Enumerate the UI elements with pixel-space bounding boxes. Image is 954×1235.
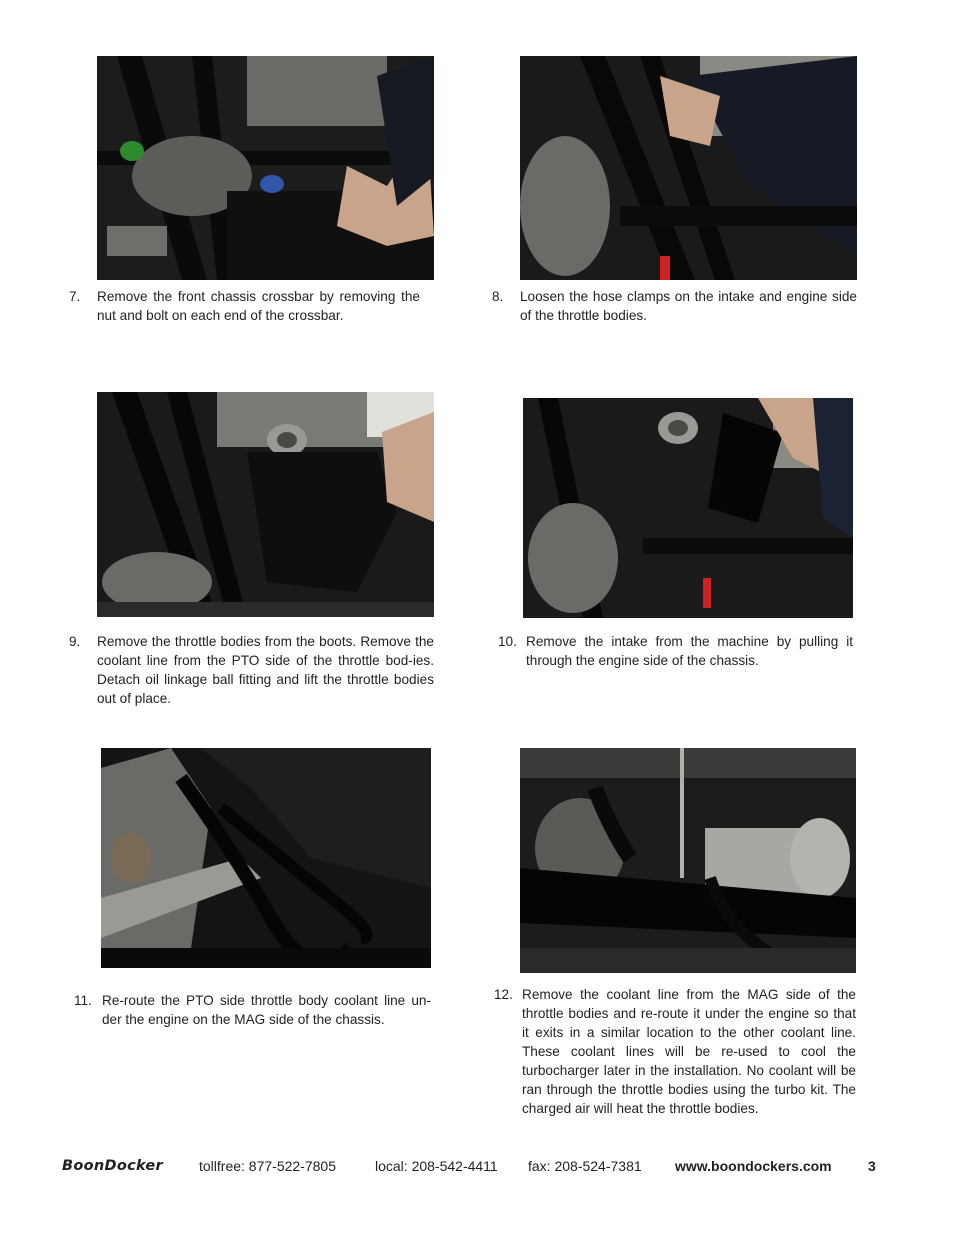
step-number: 7. xyxy=(69,289,81,304)
step-7-photo xyxy=(97,56,434,280)
step-number: 9. xyxy=(69,634,81,649)
step-text: Remove the coolant line from the MAG side of the throttle bodies and re-route it under the engine so that it exits in a similar location to the other coolant line. These coolant lines will be re-used to cool the turbocharger later in the installation. No coolant will be ran through the throttle bodies using the turbo kit. The charged air will heat the throttle bodies. xyxy=(522,987,856,1116)
footer xyxy=(0,1158,954,1178)
step-12 xyxy=(494,985,856,1118)
step-10 xyxy=(498,632,853,670)
website-link[interactable]: www.boondockers.com xyxy=(675,1158,832,1174)
step-number: 12. xyxy=(494,987,513,1002)
step-text: Remove the throttle bodies from the boots. Remove the coolant line from the PTO side of the throttle bod-ies. Detach oil linkage ball fitting and lift the throttle bodies out of place. xyxy=(97,634,434,706)
step-11-photo xyxy=(101,748,431,968)
step-number: 8. xyxy=(492,289,504,304)
step-text: Loosen the hose clamps on the intake and engine side of the throttle bodies. xyxy=(520,289,857,323)
step-10-photo xyxy=(523,398,853,618)
step-8 xyxy=(492,287,857,325)
page-number: 3 xyxy=(868,1158,876,1174)
step-8-photo xyxy=(520,56,857,280)
step-9-photo xyxy=(97,392,434,617)
brand-logo: BoonDocker xyxy=(62,1158,164,1174)
step-text: Remove the intake from the machine by pulling it through the engine side of the chassis. xyxy=(526,634,853,668)
step-text: Remove the front chassis crossbar by removing the nut and bolt on each end of the crossbar. xyxy=(97,289,420,323)
step-11 xyxy=(74,991,431,1029)
local-phone: local: 208-542-4411 xyxy=(375,1158,498,1174)
step-number: 11. xyxy=(74,993,92,1008)
step-9 xyxy=(69,632,434,708)
fax-number: fax: 208-524-7381 xyxy=(528,1158,642,1174)
step-number: 10. xyxy=(498,634,517,649)
step-12-photo xyxy=(520,748,856,973)
step-text: Re-route the PTO side throttle body coolant line un-der the engine on the MAG side of the chassis. xyxy=(102,993,431,1027)
tollfree-phone: tollfree: 877-522-7805 xyxy=(199,1158,336,1174)
step-7 xyxy=(69,287,420,325)
